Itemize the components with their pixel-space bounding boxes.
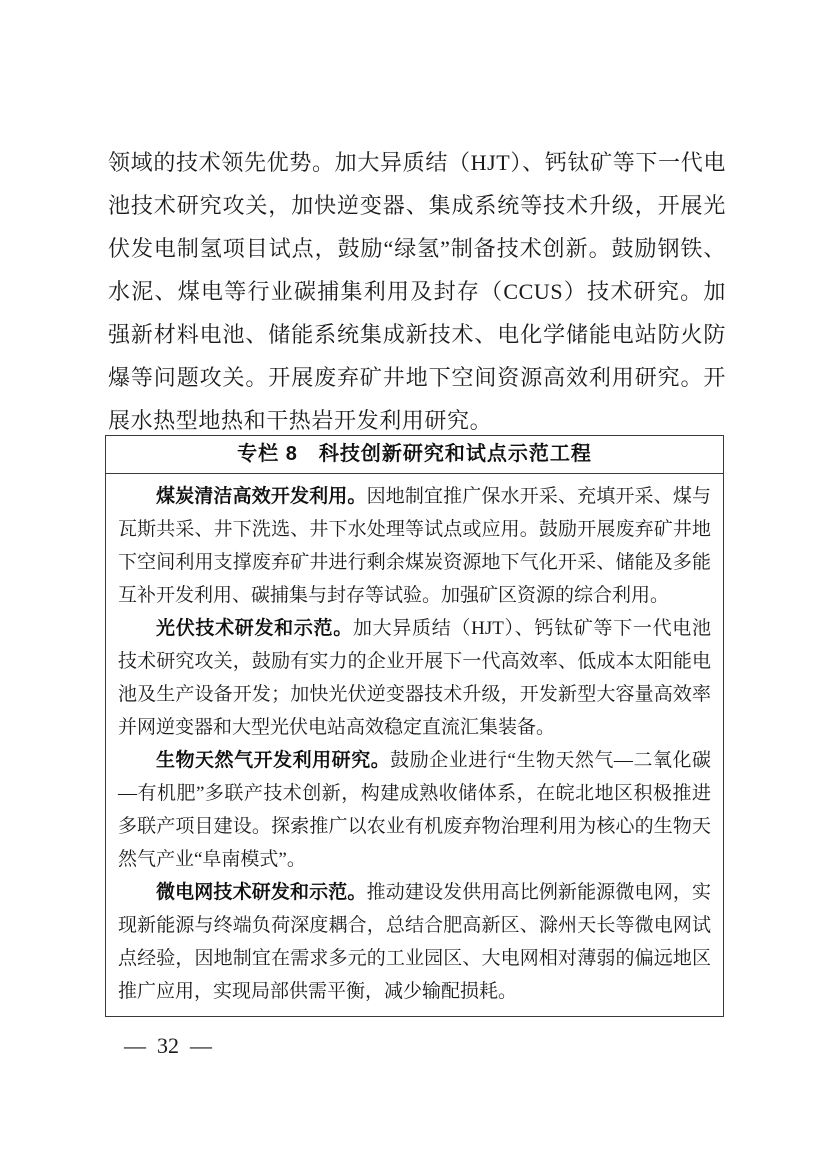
column-box-content [106, 474, 723, 1016]
paragraph-lead-coal: 煤炭清洁高效开发利用。 [156, 486, 367, 507]
paragraph-lead-biogas: 生物天然气开发利用研究。 [156, 750, 391, 771]
footer-right-dash: — [190, 1033, 212, 1058]
paragraph-lead-microgrid: 微电网技术研发和示范。 [156, 882, 367, 903]
paragraph-text-pv: 加大异质结（HJT）、钙钛矿等下一代电池技术研究攻关，鼓励有实力的企业开展下一代高效率、低成本太阳能电池及生产设备开发；加快光伏逆变器技术升级，开发新型大容量高效率并网逆变器和大型光伏电站高效稳定直流汇集装备。 [118, 618, 711, 738]
body-text-paragraph: 领域的技术领先优势。加大异质结（HJT）、钙钛矿等下一代电池技术研究攻关，加快逆变器、集成系统等技术升级，开展光伏发电制氢项目试点，鼓励“绿氢”制备技术创新。鼓励钢铁、水泥、煤电等行业碳捕集利用及封存（CCUS）技术研究。加强新材料电池、储能系统集成新技术、电化学储能电站防火防爆等问题攻关。开展废弃矿井地下空间资源高效利用研究。开展水热型地热和干热岩开发利用研究。 [108, 150, 726, 433]
paragraph-text-biogas: 鼓励企业进行“生物天然气—二氧化碳—有机肥”多联产技术创新，构建成熟收储体系，在皖北地区积极推进多联产项目建设。探索推广以农业有机废弃物治理利用为核心的生物天然气产业“阜南模式”。 [118, 750, 711, 870]
paragraph-lead-pv: 光伏技术研发和示范。 [156, 618, 353, 639]
column-box-title: 专栏 8 科技创新研究和试点示范工程 [106, 436, 723, 474]
box-paragraph-pv [118, 612, 711, 744]
page-number: 32 [157, 1033, 179, 1058]
paragraph-text-coal: 因地制宜推广保水开采、充填开采、煤与瓦斯共采、井下洗选、井下水处理等试点或应用。鼓励开展废弃矿井地下空间利用支撑废弃矿井进行剩余煤炭资源地下气化开采、储能及多能互补开发利用、碳捕集与封存等试验。加强矿区资源的综合利用。 [118, 486, 711, 606]
box-paragraph-microgrid [118, 876, 711, 1008]
column-box [105, 435, 724, 1017]
footer-left-dash: — [124, 1033, 146, 1058]
box-paragraph-biogas [118, 744, 711, 876]
paragraph-text-microgrid: 推动建设发供用高比例新能源微电网，实现新能源与终端负荷深度耦合，总结合肥高新区、滁州天长等微电网试点经验，因地制宜在需求多元的工业园区、大电网相对薄弱的偏远地区推广应用，实现局部供需平衡，减少输配损耗。 [118, 882, 711, 1002]
box-paragraph-coal [118, 480, 711, 612]
page-footer [124, 1033, 212, 1059]
